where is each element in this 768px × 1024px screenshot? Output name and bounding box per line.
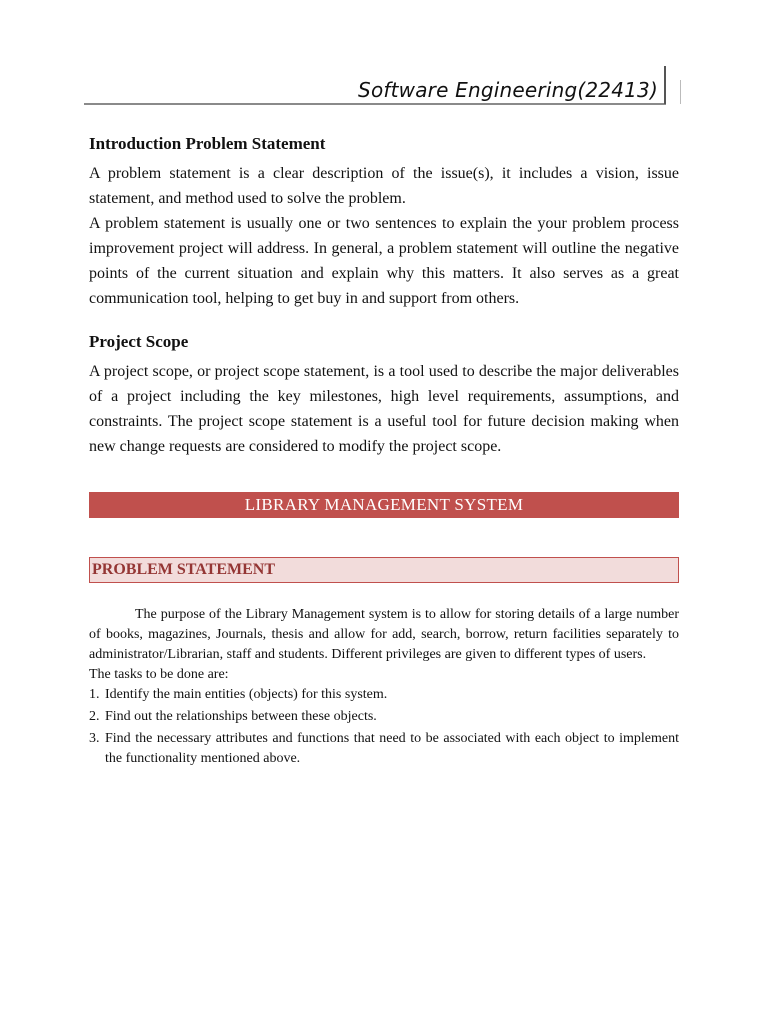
header-vertical-bar (664, 66, 666, 104)
problem-statement-heading: PROBLEM STATEMENT (89, 557, 679, 583)
list-item (89, 685, 679, 705)
section-banner: LIBRARY MANAGEMENT SYSTEM (89, 492, 679, 518)
list-item (89, 707, 679, 727)
list-item-number: 1. (89, 687, 100, 702)
tasks-lead: The tasks to be done are: (89, 667, 229, 682)
problem-paragraph-text: The purpose of the Library Management system is to allow for storing details of a large number of books, magazines, Journals, thesis and allow for add, search, borrow, return facilities separately to administrator/Librarian, staff and students. Different privileges are given to different types of users. (89, 607, 679, 662)
intro-heading: Introduction Problem Statement (89, 134, 326, 153)
header-rule (84, 103, 666, 105)
intro-paragraph-1: A problem statement is a clear description of the issue(s), it includes a vision, issue statement, and method used to solve the problem. (89, 165, 679, 207)
list-item-text: Identify the main entities (objects) for this system. (105, 687, 388, 702)
document-body (89, 133, 679, 771)
scope-heading: Project Scope (89, 332, 189, 351)
list-item-number: 2. (89, 709, 100, 724)
list-item (89, 729, 679, 769)
tasks-list (89, 685, 679, 769)
list-item-number: 3. (89, 731, 100, 746)
scope-paragraph: A project scope, or project scope statement, is a tool used to describe the major deliverables of a project including the key milestones, high level requirements, assumptions, and constraints. The project scope statement is a useful tool for future decision making when new change requests are considered to modify the project scope. (89, 363, 679, 455)
problem-paragraph (89, 605, 679, 665)
list-item-text: Find out the relationships between these objects. (105, 709, 377, 724)
list-item-text: Find the necessary attributes and functions that need to be associated with each object to implement the functionality mentioned above. (105, 731, 679, 766)
header-vertical-bar-light (680, 80, 681, 104)
document-header-title: Software Engineering(22413) (358, 78, 658, 102)
intro-paragraph-2: A problem statement is usually one or two sentences to explain the your problem process improvement project will address. In general, a problem statement will outline the negative points of the current situation and explain why this matters. It also serves as a great communication tool, helping to get buy in and support from others. (89, 215, 679, 307)
